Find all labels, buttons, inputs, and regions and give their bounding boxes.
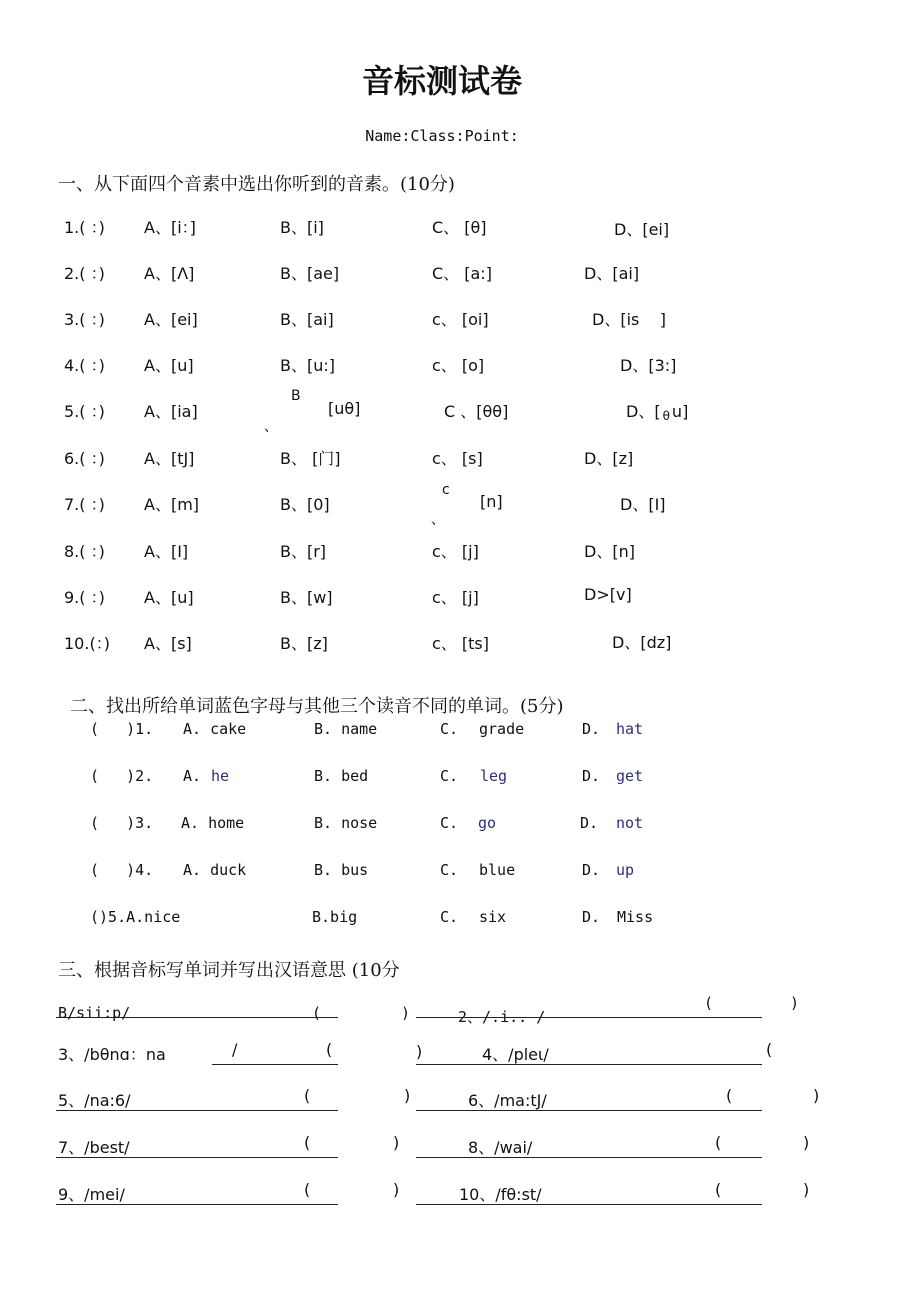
s3-row3-right-underline bbox=[416, 1110, 762, 1111]
s2-q1-number: ( )1. bbox=[90, 720, 154, 738]
s2-q3-number: ( )3. bbox=[90, 814, 154, 832]
s2-q2-option-c-label: C. bbox=[440, 767, 459, 785]
s2-q3-option-c-label: C. bbox=[440, 814, 459, 832]
s3-row5-left-paren-close: ) bbox=[393, 1180, 400, 1199]
s3-row3-right-paren-open: ( bbox=[726, 1086, 733, 1105]
s3-row2-left-paren-open: ( bbox=[326, 1040, 333, 1059]
q1-option-b: B、[i] bbox=[280, 218, 324, 237]
s3-row2-right-paren-open: ( bbox=[766, 1040, 773, 1059]
s3-row2-left-underline bbox=[212, 1064, 338, 1065]
s2-q5-option-c-word: six bbox=[479, 908, 507, 926]
q7-option-b: B、[0] bbox=[280, 495, 330, 514]
q8-option-c: c、 [j] bbox=[432, 542, 479, 561]
s2-q5-number-and-option-a: ()5.A.nice bbox=[90, 908, 181, 926]
q8-option-b: B、[r] bbox=[280, 542, 327, 561]
s2-q2-option-a-label: A. bbox=[183, 767, 202, 785]
q7-option-a: A、[m] bbox=[144, 495, 200, 514]
s3-row4-right-underline bbox=[416, 1157, 762, 1158]
q5-option-b-letter: B bbox=[291, 388, 301, 404]
q7-option-c-mark: 、 bbox=[431, 512, 445, 528]
q10-option-c: c、 [ts] bbox=[432, 634, 489, 653]
s2-q1-option-d-word: hat bbox=[616, 720, 644, 738]
name-class-point-line: Name:Class:Point: bbox=[365, 127, 519, 145]
q7-number: 7.( ：) bbox=[64, 495, 105, 514]
s3-row3-left-word: 5、/na:6/ bbox=[58, 1091, 131, 1110]
q10-number: 10.(：) bbox=[64, 634, 110, 653]
q3-option-c: c、 [oi] bbox=[432, 310, 489, 329]
s2-q3-option-d-label: D. bbox=[580, 814, 599, 832]
s3-row2-slash: / bbox=[232, 1040, 238, 1059]
s2-q4-number: ( )4. bbox=[90, 861, 154, 879]
q3-option-a: A、[ei] bbox=[144, 310, 198, 329]
q2-option-c: C、 [a:] bbox=[432, 264, 492, 283]
s2-q3-option-a: A. home bbox=[181, 814, 245, 832]
q5-number: 5.( ：) bbox=[64, 402, 105, 421]
s3-row1-right-clip bbox=[440, 1000, 600, 1026]
q2-option-b: B、[ae] bbox=[280, 264, 340, 283]
q5-option-d-close: u] bbox=[671, 402, 689, 421]
s2-q4-option-c-word: blue bbox=[479, 861, 516, 879]
s3-row1-left-underline bbox=[56, 1017, 338, 1018]
q7-option-c-letter: c bbox=[442, 482, 450, 498]
section1-heading: 一、从下面四个音素中选出你听到的音素。(10分) bbox=[58, 174, 455, 195]
s2-q1-option-a: A. cake bbox=[183, 720, 247, 738]
q2-number: 2.( ：) bbox=[64, 264, 105, 283]
s3-row1-left-paren-close: ) bbox=[401, 1004, 411, 1022]
s2-q1-option-b: B. name bbox=[314, 720, 378, 738]
q8-option-a: A、[I] bbox=[144, 542, 189, 561]
q5-option-d-open: D、[ bbox=[626, 402, 661, 421]
s3-row4-right-paren-open: ( bbox=[715, 1133, 722, 1152]
s3-row5-left-paren-open: ( bbox=[304, 1180, 311, 1199]
s2-q5-option-d-word: Miss bbox=[617, 908, 654, 926]
s3-row2-left-paren-close: ) bbox=[416, 1042, 423, 1061]
q5-option-b-value: [uθ] bbox=[328, 399, 361, 418]
s3-row2-right-underline bbox=[416, 1064, 762, 1065]
s2-q1-option-d-label: D. bbox=[582, 720, 601, 738]
s3-row3-left-paren-close: ) bbox=[404, 1086, 411, 1105]
s2-q5-option-d-label: D. bbox=[582, 908, 601, 926]
s3-row3-right-paren-close: ) bbox=[813, 1086, 820, 1105]
q4-option-a: A、[u] bbox=[144, 356, 194, 375]
s3-row5-right-underline bbox=[416, 1204, 762, 1205]
s2-q4-option-c-label: C. bbox=[440, 861, 459, 879]
s3-row1-left-word: B/sii:p/ bbox=[58, 1004, 131, 1022]
q4-option-d: D、[3:] bbox=[620, 356, 677, 375]
q5-option-b-mark: 、 bbox=[264, 419, 278, 435]
q1-number: 1.( ：) bbox=[64, 218, 105, 237]
q9-option-c: c、 [j] bbox=[432, 588, 479, 607]
q5-option-d bbox=[626, 399, 688, 423]
q3-option-d: D、[is ] bbox=[592, 310, 666, 329]
q4-number: 4.( ：) bbox=[64, 356, 105, 375]
s2-q2-option-d-word: get bbox=[616, 767, 644, 785]
s2-q4-option-a: A. duck bbox=[183, 861, 247, 879]
s2-q4-option-d-word: up bbox=[616, 861, 635, 879]
s2-q3-option-b: B. nose bbox=[314, 814, 378, 832]
page-title: 音标测试卷 bbox=[361, 62, 522, 100]
s3-row5-left-underline bbox=[56, 1204, 338, 1205]
s2-q2-number: ( )2. bbox=[90, 767, 154, 785]
q6-option-b: B、 [门] bbox=[280, 449, 341, 468]
s2-q5-option-b: B.big bbox=[312, 908, 358, 926]
q1-option-a: A、[i：] bbox=[144, 218, 196, 237]
s2-q4-option-b: B. bus bbox=[314, 861, 369, 879]
q7-option-c-value: [n] bbox=[480, 492, 503, 511]
q8-option-d: D、[n] bbox=[584, 542, 635, 561]
q2-option-d: D、[ai] bbox=[584, 264, 640, 283]
q6-option-a: A、[tJ] bbox=[144, 449, 195, 468]
q9-option-d: D>[v] bbox=[584, 585, 632, 604]
s2-q2-option-b: B. bed bbox=[314, 767, 369, 785]
s2-q1-option-c-word: grade bbox=[479, 720, 525, 738]
s2-q2-option-c-word: leg bbox=[480, 767, 508, 785]
q3-option-b: B、[ai] bbox=[280, 310, 334, 329]
s3-row3-right-word: 6、/ma:tJ/ bbox=[468, 1091, 547, 1110]
q1-option-c: C、 [θ] bbox=[432, 218, 487, 237]
q9-option-b: B、[w] bbox=[280, 588, 333, 607]
s2-q3-option-c-word: go bbox=[478, 814, 497, 832]
s3-row5-right-word: 10、/fθ:st/ bbox=[459, 1185, 542, 1204]
s3-row4-left-word: 7、/best/ bbox=[58, 1138, 130, 1157]
q6-option-d: D、[z] bbox=[584, 449, 634, 468]
q4-option-c: c、 [o] bbox=[432, 356, 485, 375]
s3-row5-right-paren-close: ) bbox=[803, 1180, 810, 1199]
q9-number: 9.( ：) bbox=[64, 588, 105, 607]
s3-row1-left-paren-open: ( bbox=[312, 1004, 322, 1022]
s3-row4-left-paren-close: ) bbox=[393, 1133, 400, 1152]
q2-option-a: A、[Λ] bbox=[144, 264, 195, 283]
s2-q4-option-d-label: D. bbox=[582, 861, 601, 879]
s3-row2-right-word: 4、/pleɩ/ bbox=[482, 1045, 549, 1064]
q3-number: 3.( ：) bbox=[64, 310, 105, 329]
s3-row1-right-paren-close: ) bbox=[790, 994, 800, 1012]
q7-option-d: D、[I] bbox=[620, 495, 666, 514]
s3-row5-left-word: 9、/mei/ bbox=[58, 1185, 125, 1204]
s3-row1-right-word: 2、/.i.. / bbox=[458, 1008, 546, 1026]
s3-row2-left-word: 3、/bθnɑ：na bbox=[58, 1045, 166, 1064]
s3-row1-right-underline bbox=[416, 1017, 762, 1018]
s2-q2-option-a-word: he bbox=[211, 767, 230, 785]
q10-option-a: A、[s] bbox=[144, 634, 192, 653]
q5-option-a: A、[ia] bbox=[144, 402, 198, 421]
q4-option-b: B、[u:] bbox=[280, 356, 335, 375]
s2-q2-option-d-label: D. bbox=[582, 767, 601, 785]
section3-heading: 三、根据音标写单词并写出汉语意思 (10分 bbox=[58, 960, 400, 981]
s2-q3-option-d-word: not bbox=[616, 814, 644, 832]
s3-row3-left-paren-open: ( bbox=[304, 1086, 311, 1105]
s3-row1-left-paren-clip bbox=[300, 1000, 420, 1022]
q10-option-d: D、[dz] bbox=[612, 633, 672, 652]
q9-option-a: A、[u] bbox=[144, 588, 194, 607]
s3-row1-right-paren-open: ( bbox=[704, 994, 714, 1012]
q6-option-c: c、 [s] bbox=[432, 449, 483, 468]
s2-q5-option-c-label: C. bbox=[440, 908, 459, 926]
q5-option-c: C 、[θθ] bbox=[444, 402, 509, 421]
s3-row5-right-paren-open: ( bbox=[715, 1180, 722, 1199]
q6-number: 6.( ：) bbox=[64, 449, 105, 468]
s3-row4-right-word: 8、/wai/ bbox=[468, 1138, 533, 1157]
s2-q1-option-c-label: C. bbox=[440, 720, 459, 738]
q1-option-d: D、[ei] bbox=[614, 220, 670, 239]
s3-row4-left-underline bbox=[56, 1157, 338, 1158]
s3-row4-right-paren-close: ) bbox=[803, 1133, 810, 1152]
q5-option-d-sub: θ bbox=[662, 409, 670, 423]
q8-number: 8.( ：) bbox=[64, 542, 105, 561]
s3-row3-left-underline bbox=[56, 1110, 338, 1111]
s3-row4-left-paren-open: ( bbox=[304, 1133, 311, 1152]
section2-heading: 二、找出所给单词蓝色字母与其他三个读音不同的单词。(5分) bbox=[70, 696, 564, 717]
q10-option-b: B、[z] bbox=[280, 634, 328, 653]
